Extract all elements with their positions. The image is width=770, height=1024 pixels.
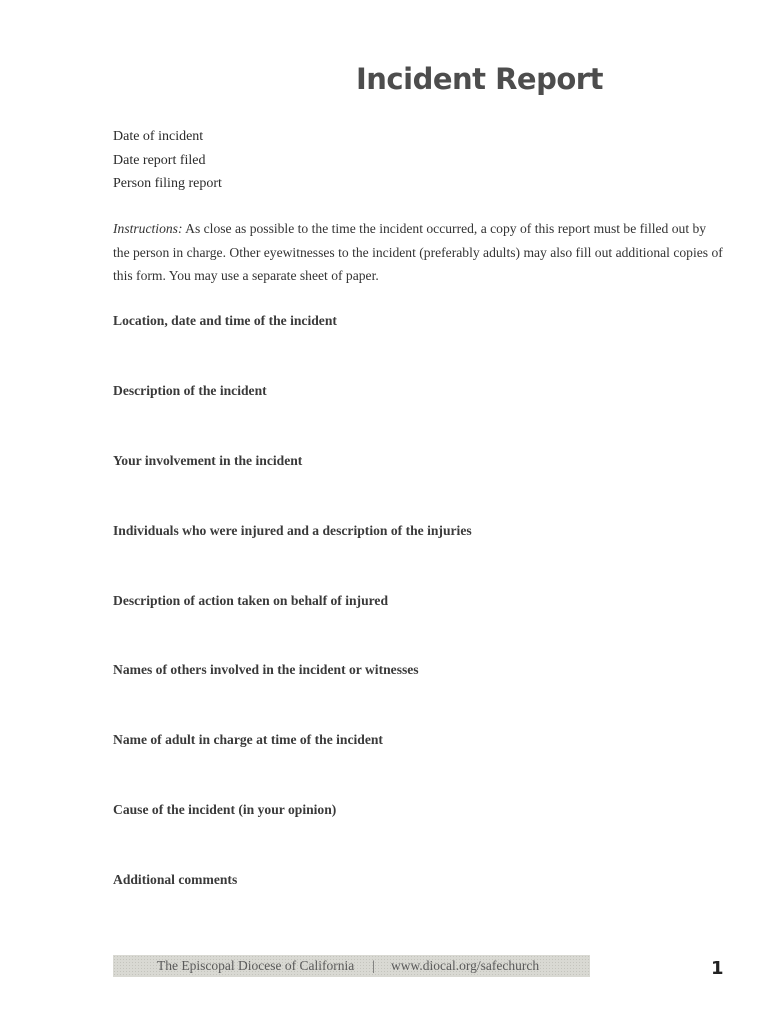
report-meta-fields [113, 125, 222, 196]
section-location-date-time: Location, date and time of the incident [113, 313, 337, 328]
footer-bar [113, 955, 590, 977]
instructions-label: Instructions: [113, 221, 183, 236]
person-filing-report-label: Person filing report [113, 176, 222, 191]
section-description: Description of the incident [113, 383, 267, 398]
section-injured-individuals: Individuals who were injured and a description of the injuries [113, 523, 472, 538]
page-number: 1 [711, 958, 724, 979]
page-title: Incident Report [356, 62, 603, 96]
footer-organization: The Episcopal Diocese of California [157, 958, 355, 973]
date-report-filed-label: Date report filed [113, 152, 206, 168]
section-involvement: Your involvement in the incident [113, 453, 303, 468]
section-adult-in-charge: Name of adult in charge at time of the incident [113, 732, 383, 747]
section-cause: Cause of the incident (in your opinion) [113, 802, 337, 817]
section-action-taken: Description of action taken on behalf of injured [113, 593, 389, 608]
section-additional-comments: Additional comments [113, 872, 238, 887]
instructions-paragraph [113, 217, 725, 288]
footer-url: www.diocal.org/safechurch [391, 958, 540, 973]
section-witnesses: Names of others involved in the incident or witnesses [113, 662, 419, 677]
date-of-incident-label: Date of incident [113, 129, 204, 144]
footer-separator: | [372, 958, 375, 973]
instructions-text: As close as possible to the time the incident occurred, a copy of this report must be filled out by the person in charge. Other eyewitnesses to the incident (preferably adults) may also fill out additional copies of this form. You may use a separate sheet of paper. [113, 221, 723, 283]
